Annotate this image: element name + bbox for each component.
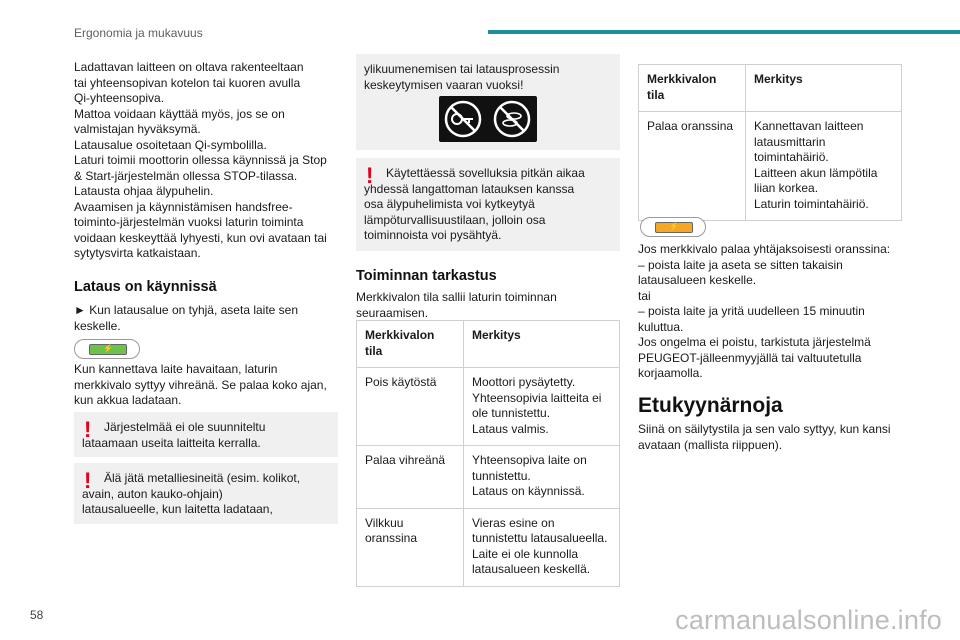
table-header-status: Merkkivalon tila xyxy=(357,321,464,368)
page-number: 58 xyxy=(30,608,44,622)
table-row xyxy=(357,508,620,586)
armrest-text: Siinä on säilytystila ja sen valo syttyy, kun kansi avataan (mallista riippuen). xyxy=(638,422,891,452)
header-accent-bar xyxy=(488,30,960,34)
table-header-meaning: Merkitys xyxy=(464,321,620,368)
table-cell: Vieras esine on tunnistettu latausalueella. Laite ei ole kunnolla latausalueen keskellä. xyxy=(464,508,620,586)
indicator-lamp-orange xyxy=(640,217,706,237)
no-key-icon xyxy=(446,102,480,136)
section-title: Ergonomia ja mukavuus xyxy=(74,26,203,40)
table-row xyxy=(357,368,620,446)
warning-icon: ! xyxy=(84,417,92,442)
table-row xyxy=(357,446,620,509)
bolt-icon: ⚡ xyxy=(669,222,679,231)
warning-text: ylikuumenemisen tai latausprosessin keskeytymisen vaaran vuoksi! xyxy=(364,62,560,92)
section-heading-charging: Lataus on käynnissä xyxy=(74,279,217,295)
warning-box-thermal-mode xyxy=(356,158,620,251)
warning-text: Käytettäessä sovelluksia pitkän aikaa yhdessä langattoman latauksen kanssa osa älypuhelimista voi kytkeytyä lämpöturvallisuustilaan, jolloin osa toiminnoista voi pysähtyä. xyxy=(364,166,585,242)
intro-paragraph: Ladattavan laitteen on oltava rakenteeltaan tai yhteensopivan kotelon tai kuoren avulla Qi-yhteensopiva. Mattoa voidaan käyttää myös, jos se on valmistajan hyväksymä. Latausalue osoitetaan Qi-symbolilla. Laturi toimii moottorin ollessa käynnissä ja Stop & Start-järjestelmän ollessa STOP-tilassa. Latausta ohjaa älypuhelin. Avaamisen ja käynnistämisen handsfree- toiminto-järjestelmän vuoksi laturin toiminta voidaan keskeyttää lyhyesti, kun ovi avataan tai sytytysvirta katkaistaan. xyxy=(74,60,327,260)
status-table-continued xyxy=(638,64,902,221)
table-row xyxy=(639,112,902,221)
charging-step: ► Kun latausalue on tyhjä, aseta laite sen keskelle. xyxy=(74,303,299,333)
table-header-status: Merkkivalon tila xyxy=(639,65,746,112)
lamp-orange-instructions: Jos merkkivalo palaa yhtäjaksoisesti oranssina: – poista laite ja aseta se sitten takaisin latausalueen keskelle. tai – poista laite ja yritä uudelleen 15 minuutin kuluttua. Jos ongelma ei poistu, tarkistuta järjestelmä PEUGEOT-jälleenmyyjällä tai valtuutetulla korjaamolla. xyxy=(638,242,891,380)
section-heading-check: Toiminnan tarkastus xyxy=(356,268,497,284)
lamp-green-explanation: Kun kannettava laite havaitaan, laturin merkkivalo syttyy vihreänä. Se palaa koko ajan, kun akkua ladataan. xyxy=(74,362,327,407)
warning-text: Järjestelmää ei ole suunniteltu lataamaan useita laitteita kerralla. xyxy=(82,420,266,450)
bolt-icon: ⚡ xyxy=(103,344,113,353)
check-intro: Merkkivalon tila sallii laturin toiminnan seuraamisen. xyxy=(356,290,557,320)
table-header-meaning: Merkitys xyxy=(746,65,902,112)
table-cell: Kannettavan laitteen latausmittarin toimintahäiriö. Laitteen akun lämpötila liian korkea. Laturin toimintahäiriö. xyxy=(746,112,902,221)
warning-box-multiple-devices xyxy=(74,412,338,457)
table-cell: Palaa oranssina xyxy=(639,112,746,221)
table-cell: Palaa vihreänä xyxy=(357,446,464,509)
warning-icon: ! xyxy=(84,468,92,493)
watermark: carmanualsonline.info xyxy=(675,605,942,635)
table-cell: Moottori pysäytetty. Yhteensopivia laitteita ei ole tunnistettu. Lataus valmis. xyxy=(464,368,620,446)
table-cell: Vilkkuu oranssina xyxy=(357,508,464,586)
section-heading-armrest: Etukyynärnoja xyxy=(638,394,783,417)
table-cell: Pois käytöstä xyxy=(357,368,464,446)
table-header-row xyxy=(357,321,620,368)
table-cell: Yhteensopiva laite on tunnistettu. Lataus on käynnissä. xyxy=(464,446,620,509)
indicator-lamp-green xyxy=(74,339,140,359)
forbidden-items-pictogram xyxy=(439,96,537,142)
status-table xyxy=(356,320,620,587)
table-header-row xyxy=(639,65,902,112)
warning-box-metal-objects xyxy=(74,463,338,524)
no-coins-icon xyxy=(495,102,529,136)
warning-icon: ! xyxy=(366,163,374,188)
warning-text: Älä jätä metalliesineitä (esim. kolikot, avain, auton kauko-ohjain) latausalueelle, kun laitetta ladataan, xyxy=(82,471,301,516)
